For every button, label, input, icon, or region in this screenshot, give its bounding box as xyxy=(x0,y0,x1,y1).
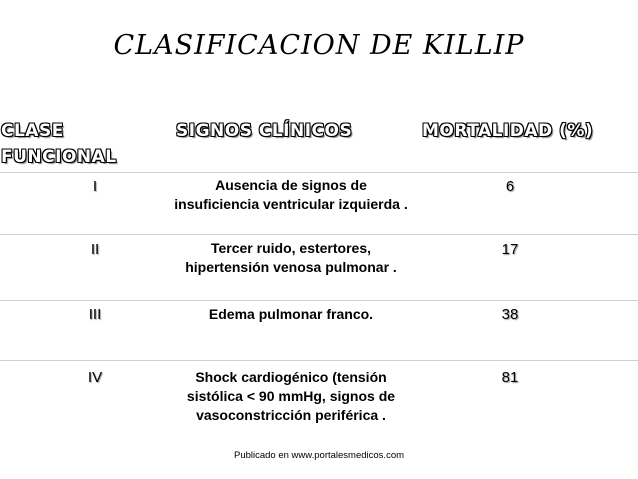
cell-clase: II xyxy=(90,241,100,258)
cell-signos: Shock cardiogénico (tensión sistólica < 90 mmHg, signos de vasoconstricción periférica . xyxy=(186,369,396,423)
column-header-clase: CLASE FUNCIONAL xyxy=(1,121,117,167)
page-title: CLASIFICACION DE KILLIP xyxy=(113,30,525,61)
column-header-signos: SIGNOS CLÍNICOS xyxy=(176,121,353,141)
table-row-divider xyxy=(0,360,638,361)
cell-mortalidad: 17 xyxy=(501,241,519,258)
cell-mortalidad: 38 xyxy=(501,306,519,323)
cell-signos: Tercer ruido, estertores, hipertensión venosa pulmonar . xyxy=(185,240,397,275)
table-row-divider xyxy=(0,234,638,235)
cell-mortalidad: 81 xyxy=(501,369,519,386)
table-row-divider xyxy=(0,172,638,173)
cell-mortalidad: 6 xyxy=(505,178,515,195)
cell-clase: III xyxy=(88,306,102,323)
cell-clase: I xyxy=(92,178,98,195)
column-header-mortalidad: MORTALIDAD (%) xyxy=(422,121,594,141)
table-row-divider xyxy=(0,300,638,301)
cell-signos: Edema pulmonar franco. xyxy=(208,306,374,322)
cell-signos: Ausencia de signos de insuficiencia ventricular izquierda . xyxy=(174,177,408,212)
footer-credit: Publicado en www.portalesmedicos.com xyxy=(233,450,405,461)
cell-clase: IV xyxy=(87,369,103,386)
